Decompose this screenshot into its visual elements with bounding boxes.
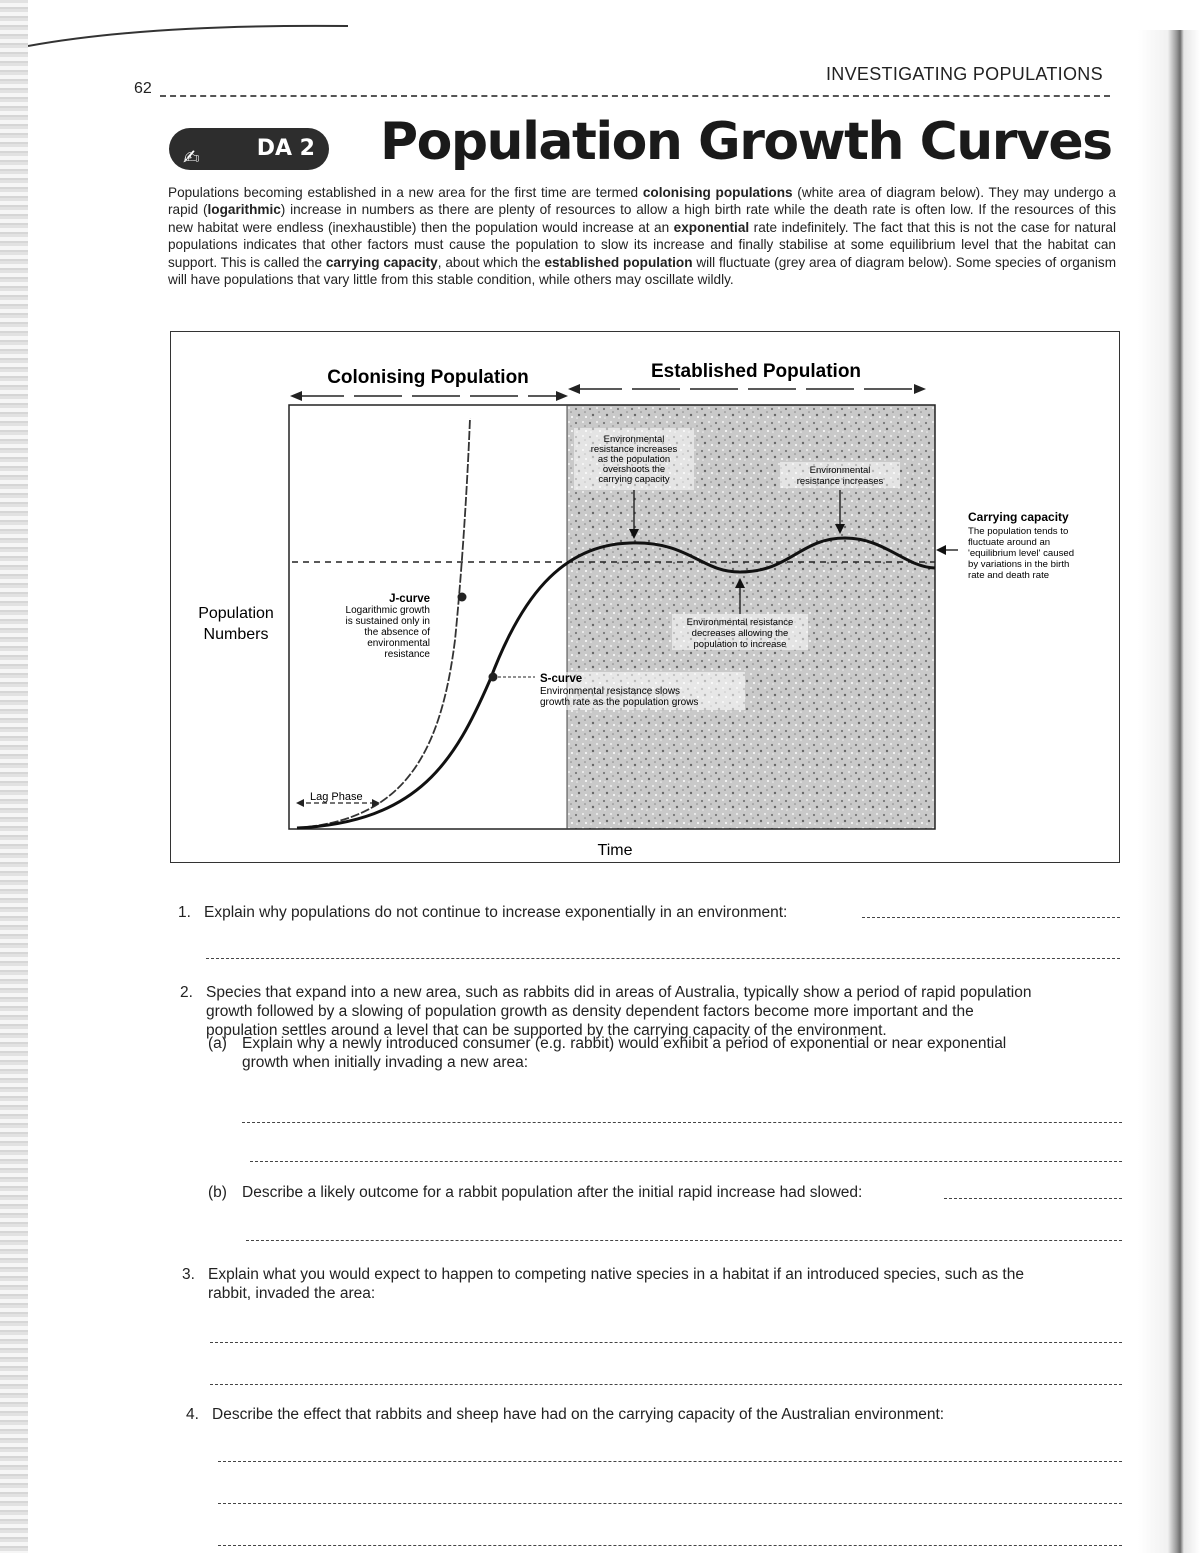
- question-text: Explain why populations do not continue to increase exponentially in an environment:: [204, 904, 788, 921]
- s-curve-point: [489, 673, 498, 682]
- pencil-hand-icon: ✍: [183, 145, 200, 169]
- question-2a: [208, 1034, 1112, 1072]
- env-res-1-line: overshoots the: [602, 464, 666, 475]
- intro-keyword: established population: [544, 254, 693, 270]
- answer-line[interactable]: [210, 1384, 1122, 1385]
- question-2b: [208, 1183, 863, 1202]
- s-curve-note-line-2: growth rate as the population grows: [540, 697, 699, 708]
- x-axis-label: Time: [597, 842, 633, 859]
- question-number: (a): [208, 1035, 227, 1052]
- intro-text: rate indefinitely. The fact that this is not the case for natural populations indicates that other factors must cause the population to slow its increase and finally stabilise at some equilibrium level that the habitat can support. This is called the: [168, 219, 1116, 270]
- env-res-2-line: resistance increases: [796, 476, 884, 487]
- question-3: [182, 1265, 1118, 1303]
- question-text-line: growth when initially invading a new area:: [242, 1054, 529, 1071]
- intro-text: , about which the: [437, 254, 545, 270]
- answer-line[interactable]: [246, 1240, 1122, 1241]
- intro-keyword: carrying capacity: [325, 254, 438, 270]
- badge-label: DA 2: [256, 136, 315, 161]
- carrying-note-line: The population tends to: [968, 526, 1069, 537]
- lag-arrow-left: [296, 799, 304, 807]
- s-curve-title: S-curve: [540, 673, 583, 685]
- colonising-label: Colonising Population: [327, 367, 529, 388]
- answer-line[interactable]: [218, 1545, 1122, 1546]
- carrying-note-line: by variations in the birth: [968, 559, 1070, 570]
- question-text: Describe the effect that rabbits and sheep have had on the carrying capacity of the Australian environment:: [212, 1406, 945, 1423]
- question-number: 1.: [178, 904, 191, 921]
- answer-line[interactable]: [242, 1122, 1122, 1123]
- carrying-arrowhead: [936, 545, 946, 555]
- carrying-capacity-title: Carrying capacity: [968, 510, 1069, 524]
- env-res-1-line: Environmental: [603, 434, 665, 445]
- intro-text: Populations becoming established in a new area for the first time are termed: [168, 185, 643, 200]
- intro-text: will fluctuate (grey area of diagram below). Some species of organism will have populations that vary little from this stable condition, while others may oscillate wildly.: [168, 254, 1117, 288]
- j-curve-note-line: Logarithmic growth: [345, 605, 430, 616]
- question-text-line: population settles around a level that can be supported by the carrying capacity of the environment.: [206, 1022, 887, 1039]
- intro-keyword: colonising populations: [642, 185, 793, 200]
- s-curve-note-line-1: Environmental resistance slows: [540, 686, 681, 697]
- question-2: [180, 983, 1118, 1040]
- carrying-note-line: 'equilibrium level' caused: [968, 548, 1075, 559]
- j-curve-note-line: resistance: [384, 649, 430, 660]
- question-number: 3.: [182, 1266, 195, 1283]
- answer-line[interactable]: [218, 1503, 1122, 1504]
- intro-keyword: logarithmic: [207, 202, 281, 218]
- intro-keyword: exponential: [673, 219, 750, 235]
- established-arrow-right: [914, 384, 926, 394]
- page-title: Population Growth Curves: [380, 112, 1112, 172]
- env-res-3-line: decreases allowing the: [691, 628, 789, 639]
- running-head: INVESTIGATING POPULATIONS: [826, 64, 1103, 84]
- j-curve-title: J-curve: [389, 593, 430, 605]
- question-1: [178, 903, 788, 922]
- answer-line[interactable]: [250, 1161, 1122, 1162]
- question-number: (b): [208, 1184, 227, 1201]
- question-text-line: Explain why a newly introduced consumer (e.g. rabbit) would exhibit a period of exponential or near exponential: [242, 1035, 1007, 1052]
- question-4: [186, 1405, 945, 1424]
- j-curve-note: [346, 605, 431, 660]
- established-label: Established Population: [650, 361, 862, 382]
- colonising-arrow-right: [556, 391, 568, 401]
- y-axis-label-line-1: Population: [198, 605, 274, 622]
- established-arrow-left: [568, 384, 580, 394]
- answer-line[interactable]: [862, 917, 1120, 918]
- page-number: 62: [134, 80, 152, 97]
- answer-line[interactable]: [210, 1342, 1122, 1343]
- colonising-arrow-left: [290, 391, 302, 401]
- j-curve-note-line: is sustained only in: [345, 616, 430, 627]
- env-res-3-line: Environmental resistance: [686, 617, 794, 628]
- j-curve-note-line: environmental: [367, 638, 430, 649]
- question-text: Describe a likely outcome for a rabbit population after the initial rapid increase had slowed:: [242, 1184, 863, 1201]
- question-text-line: Explain what you would expect to happen to competing native species in a habitat if an introduced species, such as the: [208, 1266, 1024, 1283]
- lag-phase-label: Lag Phase: [310, 791, 363, 803]
- intro-text: ) increase in numbers as there are plenty of resources to allow a high birth rate while the death rate is often low. If the resources of this new habitat were endless (inexhaustible) then the population would increase at an: [168, 202, 1117, 235]
- intro-text: (white area of diagram below). They may undergo a rapid (: [168, 185, 1116, 218]
- question-number: 2.: [180, 984, 193, 1001]
- env-res-2-line: Environmental: [809, 465, 871, 476]
- question-number: 4.: [186, 1406, 199, 1423]
- carrying-capacity-note: [968, 526, 1074, 581]
- question-text-line: Species that expand into a new area, such as rabbits did in areas of Australia, typically show a period of rapid population: [206, 984, 1032, 1001]
- env-res-1-line: carrying capacity: [598, 474, 670, 485]
- answer-line[interactable]: [218, 1461, 1122, 1462]
- y-axis-label-line-2: Numbers: [203, 626, 269, 643]
- question-text-line: rabbit, invaded the area:: [208, 1285, 376, 1302]
- answer-line[interactable]: [206, 958, 1120, 959]
- env-res-1-line: resistance increases: [590, 444, 678, 455]
- carrying-note-line: fluctuate around an: [968, 537, 1051, 548]
- question-text-line: growth followed by a slowing of population growth as density dependent factors become more important and the: [206, 1003, 974, 1020]
- env-res-1-line: as the population: [597, 454, 671, 465]
- j-curve-note-line: the absence of: [364, 627, 430, 638]
- carrying-note-line: rate and death rate: [968, 570, 1050, 581]
- answer-line[interactable]: [944, 1198, 1122, 1199]
- env-resistance-note-3: [687, 617, 794, 650]
- env-res-3-line: population to increase: [693, 639, 787, 650]
- j-curve-point: [458, 593, 467, 602]
